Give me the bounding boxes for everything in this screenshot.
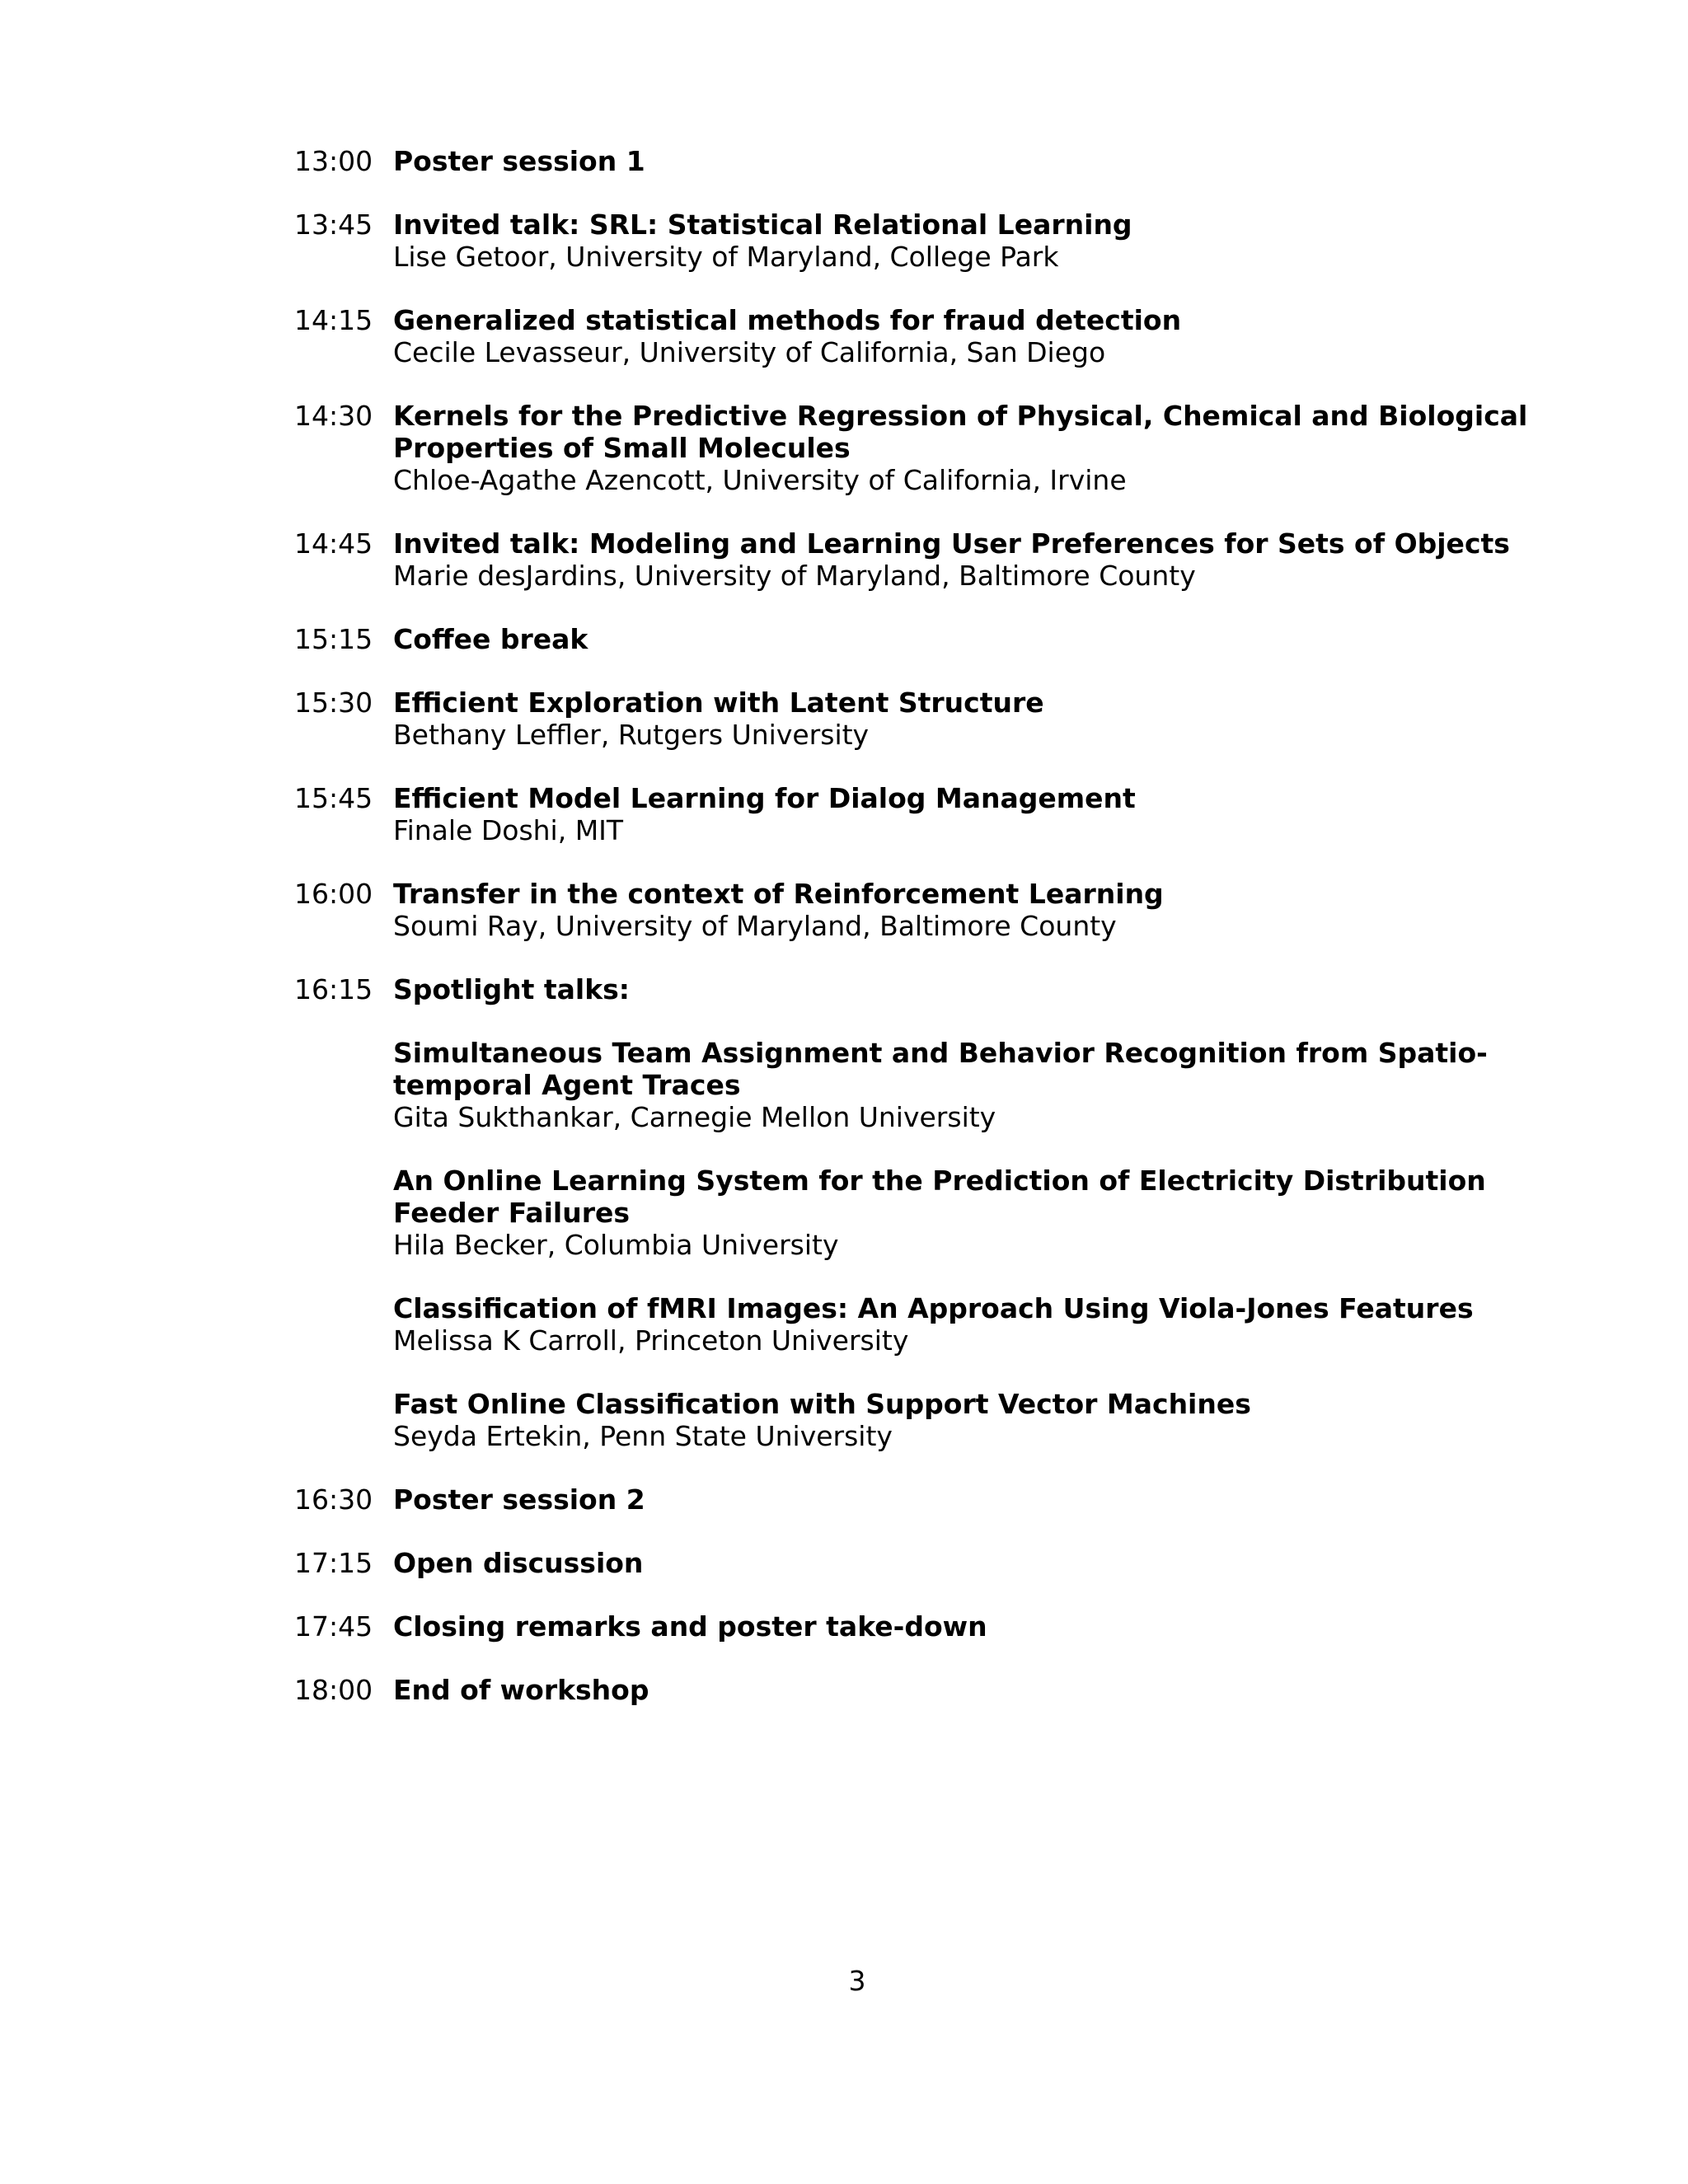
schedule-entry: [294, 304, 1531, 368]
spotlight-author: Melissa K Carroll, Princeton University: [393, 1324, 909, 1357]
entry-content: [393, 1610, 1531, 1643]
entry-time: 13:00: [294, 145, 373, 177]
entry-title: Transfer in the context of Reinforcement Learning: [393, 878, 1164, 910]
spotlight-author: Seyda Ertekin, Penn State University: [393, 1420, 893, 1452]
entry-title: Spotlight talks:: [393, 973, 630, 1005]
entry-title: Poster session 1: [393, 145, 645, 177]
entry-time: 16:30: [294, 1483, 373, 1516]
entry-content: [393, 1483, 1531, 1516]
entry-time: 14:45: [294, 527, 373, 560]
entry-title: Efficient Exploration with Latent Structure: [393, 687, 1044, 719]
schedule-entry: [294, 1610, 1531, 1643]
spotlight-item: [393, 1165, 1531, 1261]
entry-title: End of workshop: [393, 1674, 649, 1706]
spotlight-author: Gita Sukthankar, Carnegie Mellon University: [393, 1101, 996, 1133]
entry-content: [393, 623, 1531, 655]
entry-author: Lise Getoor, University of Maryland, College Park: [393, 241, 1059, 273]
entry-author: Finale Doshi, MIT: [393, 814, 624, 846]
entry-author: Chloe-Agathe Azencott, University of California, Irvine: [393, 464, 1127, 496]
spotlight-title: Classification of fMRI Images: An Approach Using Viola-Jones Features: [393, 1292, 1474, 1324]
schedule-entry: [294, 878, 1531, 942]
entry-content: [393, 973, 1531, 1452]
spotlight-item: [393, 1388, 1531, 1452]
entry-title: Poster session 2: [393, 1483, 645, 1516]
entry-time: 17:45: [294, 1610, 373, 1643]
entry-time: 16:15: [294, 973, 373, 1005]
schedule-entry: [294, 687, 1531, 751]
entry-title: Invited talk: SRL: Statistical Relational Learning: [393, 209, 1132, 241]
schedule-entry: [294, 623, 1531, 655]
schedule-entry: [294, 400, 1531, 496]
entry-title: Invited talk: Modeling and Learning User Preferences for Sets of Objects: [393, 527, 1510, 560]
page-number: 3: [848, 1965, 866, 1997]
entry-content: [393, 209, 1531, 273]
schedule-entry: [294, 527, 1531, 592]
schedule-entry: [294, 1547, 1531, 1579]
entry-time: 16:00: [294, 878, 373, 910]
entry-time: 14:30: [294, 400, 373, 432]
entry-content: [393, 1547, 1531, 1579]
entry-content: [393, 304, 1531, 368]
entry-content: [393, 878, 1531, 942]
schedule-entry: [294, 782, 1531, 846]
entry-time: 15:45: [294, 782, 373, 814]
entry-content: [393, 145, 1531, 177]
entry-time: 14:15: [294, 304, 373, 336]
entry-title: Efficient Model Learning for Dialog Management: [393, 782, 1136, 814]
spotlight-title: An Online Learning System for the Prediction of Electricity Distribution Feeder Failures: [393, 1165, 1486, 1229]
entry-time: 13:45: [294, 209, 373, 241]
entry-title: Open discussion: [393, 1547, 644, 1579]
schedule-entry: [294, 145, 1531, 177]
entry-content: [393, 527, 1531, 592]
entry-time: 15:30: [294, 687, 373, 719]
entry-title: Coffee break: [393, 623, 588, 655]
entry-content: [393, 1674, 1531, 1706]
spotlight-title: Simultaneous Team Assignment and Behavior Recognition from Spatio-temporal Agent Traces: [393, 1037, 1488, 1101]
schedule-entry: [294, 209, 1531, 273]
spotlight-item: [393, 1037, 1531, 1133]
entry-time: 15:15: [294, 623, 373, 655]
schedule-entry: [294, 1483, 1531, 1516]
spotlight-item: [393, 1292, 1531, 1357]
entry-time: 17:15: [294, 1547, 373, 1579]
entry-author: Bethany Leffler, Rutgers University: [393, 719, 870, 751]
entry-title: Closing remarks and poster take-down: [393, 1610, 987, 1643]
entry-content: [393, 782, 1531, 846]
schedule-entry: [294, 1674, 1531, 1706]
entry-author: Soumi Ray, University of Maryland, Baltimore County: [393, 910, 1117, 942]
spotlight-author: Hila Becker, Columbia University: [393, 1229, 839, 1261]
schedule-entry-spotlights: [294, 973, 1531, 1452]
entry-title: Generalized statistical methods for fraud detection: [393, 304, 1182, 336]
entry-time: 18:00: [294, 1674, 373, 1706]
spotlight-title: Fast Online Classification with Support Vector Machines: [393, 1388, 1251, 1420]
entry-author: Marie desJardins, University of Maryland, Baltimore County: [393, 560, 1196, 592]
workshop-schedule: [294, 145, 1531, 1737]
entry-content: [393, 687, 1531, 751]
entry-content: [393, 400, 1531, 496]
entry-author: Cecile Levasseur, University of California, San Diego: [393, 336, 1106, 368]
entry-title: Kernels for the Predictive Regression of Physical, Chemical and Biological Properties of Small Molecules: [393, 400, 1528, 464]
